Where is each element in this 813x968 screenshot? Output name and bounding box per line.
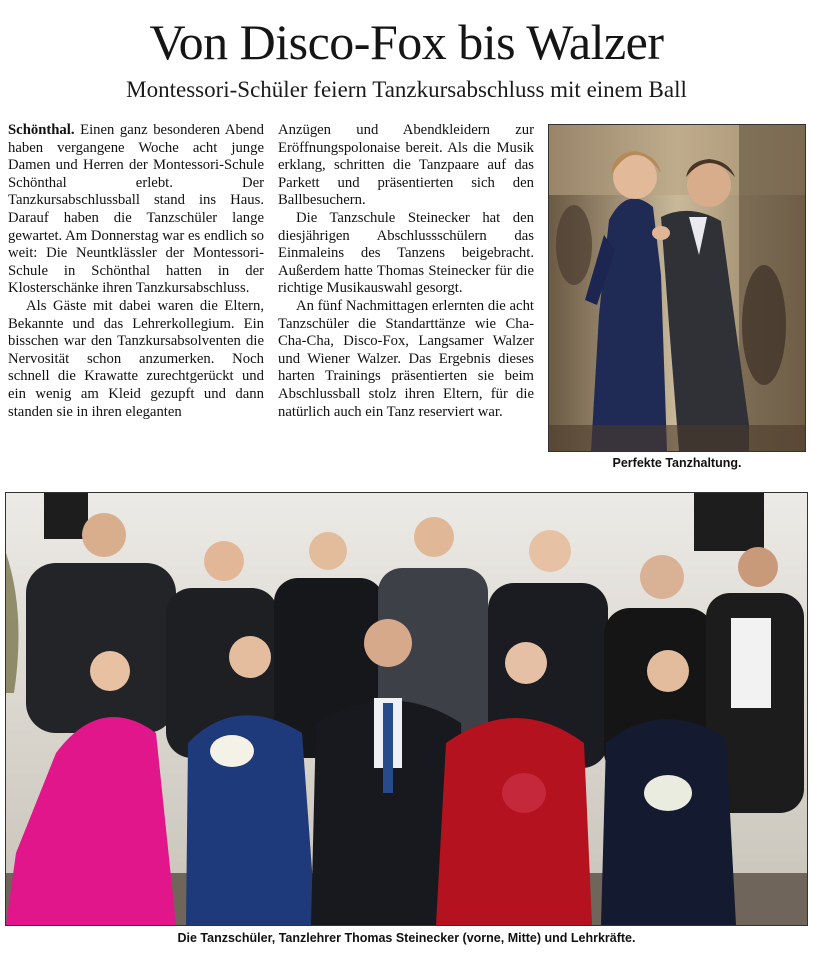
paragraph-3: Anzügen und Abendkleidern zur Eröffnungspolonaise bereit. Als die Musik erklang, schritten die Tanzpaare auf das Parkett und präsentierten sich den Ballbesuchern. — [278, 122, 534, 209]
dance-photo — [548, 124, 806, 452]
paragraph-5: An fünf Nachmittagen erlernten die acht Tanzschüler die Standarttänze wie Cha-Cha-Cha, Disco-Fox, Langsamer Walzer und Wiener Walzer. Das Ergebnis dieses harten Trainings präsentierten sie beim Abschlussball stolz ihren Eltern, für die natürlich auch ein Tanz reserviert war. — [278, 297, 534, 420]
group-photo-caption: Die Tanzschüler, Tanzlehrer Thomas Steinecker (vorne, Mitte) und Lehrkräfte. — [177, 931, 636, 945]
paragraph-2: Als Gäste mit dabei waren die Eltern, Bekannte und das Lehrerkollegium. Ein bisschen war den Tanzkursabsolventen die Nervosität schon anzumerken. Noch schnell die Krawatte zurechtgerückt und ein wenig am Kleid gezupft und dann standen sie in ihren eleganten — [8, 297, 264, 420]
group-photo-illustration — [6, 493, 807, 925]
group-photo — [5, 492, 808, 926]
subheadline: Montessori-Schüler feiern Tanzkursabschluss mit einem Ball — [126, 77, 687, 102]
headline: Von Disco-Fox bis Walzer — [149, 14, 664, 70]
dance-photo-illustration — [549, 125, 805, 451]
dance-photo-caption: Perfekte Tanzhaltung. — [612, 456, 742, 470]
article-column-2 — [278, 122, 534, 421]
paragraph-1 — [8, 122, 264, 298]
paragraph-1-text: Einen ganz besonderen Abend haben vergangene Woche acht junge Damen und Herren der Montessori-Schule Schönthal erlebt. Der Tanzkursabschlussball stand ins Haus. Darauf haben die Tanzschüler lange gewartet. Am Donnerstag war es endlich so weit: Die Neuntklässler der Montessori-Schule in Schönthal hatten in der Klosterschänke ihren Tanzkursabschluss. — [8, 122, 264, 297]
paragraph-4: Die Tanzschule Steinecker hat den diesjährigen Abschlussschülern das Einmaleins des Tanzens beigebracht. Außerdem hatte Thomas Steinecker für die richtige Musikauswahl gesorgt. — [278, 209, 534, 297]
article-column-1 — [8, 122, 264, 421]
dateline: Schönthal. — [8, 122, 75, 138]
